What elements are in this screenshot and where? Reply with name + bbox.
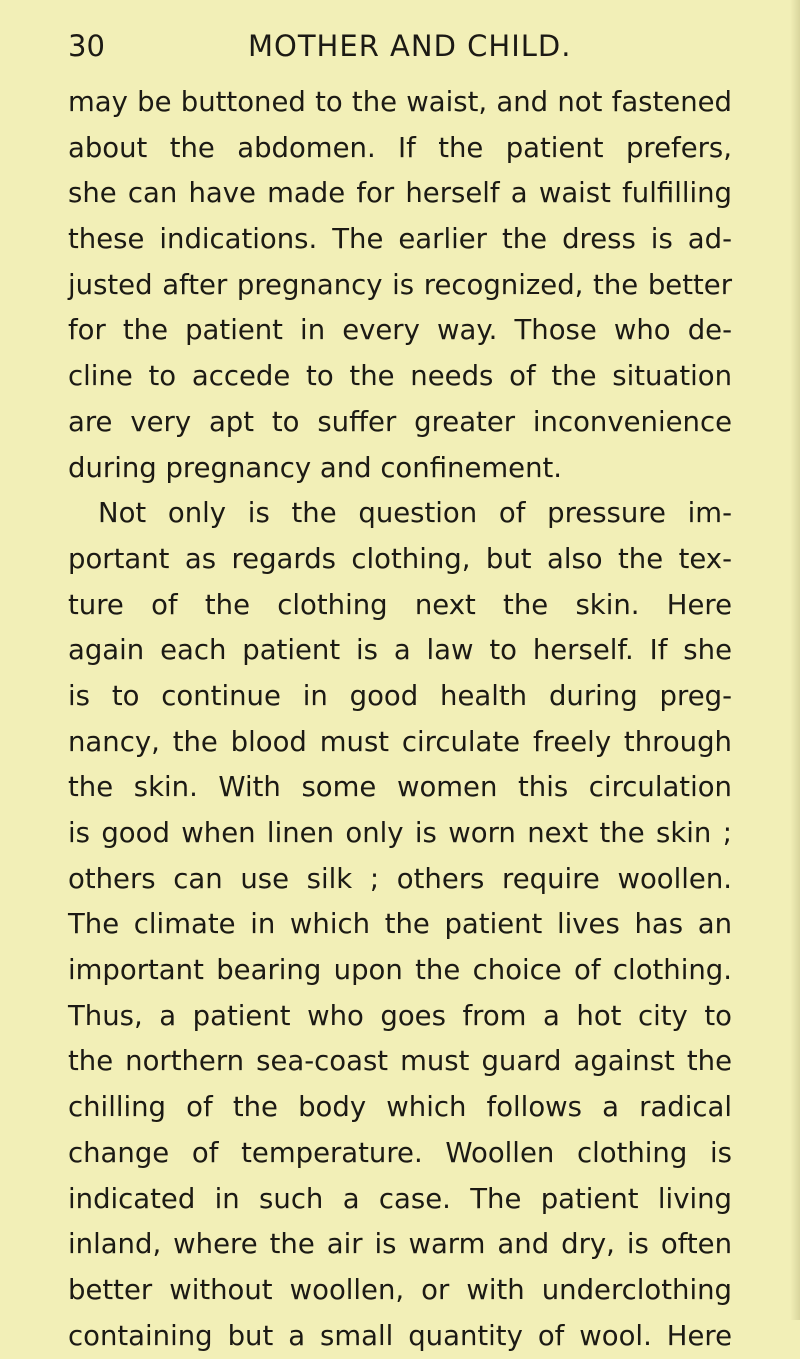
text-line: the skin. With some women this circulation (68, 771, 732, 804)
text-line: inland, where the air is warm and dry, is often (68, 1228, 732, 1261)
text-line: is to continue in good health during preg- (68, 679, 732, 712)
text-line: are very apt to suffer greater inconvenience (68, 405, 732, 438)
text-line: nancy, the blood must circulate freely through (68, 725, 732, 758)
text-line: cline to accede to the needs of the situation (68, 360, 732, 393)
text-line: may be buttoned to the waist, and not fastened (68, 86, 732, 118)
text-line: important bearing upon the choice of clothing. (68, 954, 732, 987)
text-line: Thus, a patient who goes from a hot city to (68, 999, 732, 1032)
text-line: about the abdomen. If the patient prefers, (68, 131, 732, 164)
text-line: others can use silk ; others require woollen. (68, 862, 732, 895)
text-line: Not only is the question of pressure im- (98, 497, 732, 530)
text-line: portant as regards clothing, but also the tex- (68, 542, 732, 575)
page-header (68, 26, 768, 66)
text-line: The climate in which the patient lives has an (68, 908, 732, 941)
text-line: indicated in such a case. The patient living (68, 1182, 732, 1215)
text-line: again each patient is a law to herself. If she (68, 634, 732, 667)
body-text (68, 80, 732, 1359)
text-line: for the patient in every way. Those who de- (68, 314, 732, 347)
text-line: is good when linen only is worn next the skin ; (68, 817, 732, 849)
text-line: she can have made for herself a waist fulfilling (68, 177, 732, 210)
text-line: chilling of the body which follows a radical (68, 1091, 732, 1124)
text-line: change of temperature. Woollen clothing is (68, 1136, 732, 1169)
text-line: during pregnancy and confinement. (68, 451, 563, 484)
text-line: ture of the clothing next the skin. Here (68, 588, 732, 621)
running-head: MOTHER AND CHILD. (248, 29, 572, 63)
text-line: containing but a small quantity of wool. Here (68, 1319, 732, 1352)
text-line: the northern sea-coast must guard against the (68, 1045, 732, 1078)
text-line: better without woollen, or with underclothing (68, 1273, 732, 1306)
text-line: justed after pregnancy is recognized, the better (68, 268, 732, 301)
page-edge-shadow (790, 0, 800, 1320)
page-number: 30 (68, 29, 105, 63)
text-line: these indications. The earlier the dress is ad- (68, 223, 732, 256)
